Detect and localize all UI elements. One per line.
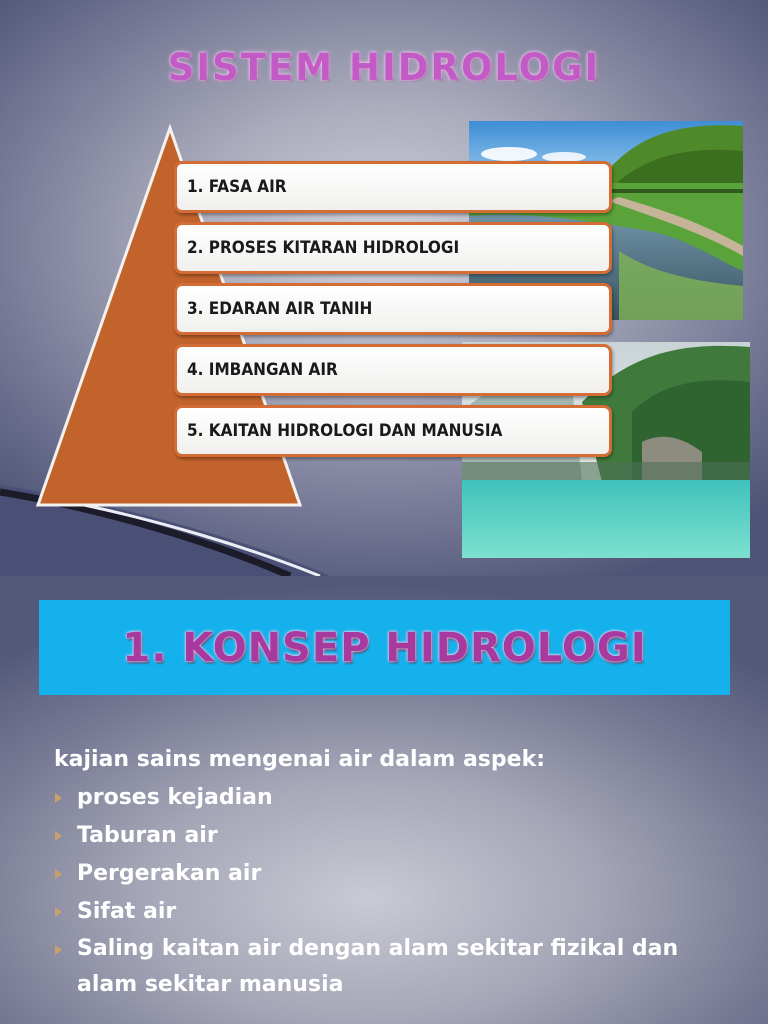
topic-item-4: 4. IMBANGAN AIR (174, 344, 612, 396)
topic-list (174, 161, 612, 466)
bullet-arrow-icon (55, 831, 62, 841)
bullet-arrow-icon (55, 907, 62, 917)
bullet-item-1: proses kejadian (54, 779, 744, 817)
bullet-arrow-icon (55, 945, 62, 955)
topic-item-1: 1. FASA AIR (174, 161, 612, 213)
aspect-list (54, 779, 744, 1003)
bullet-item-5: Saling kaitan air dengan alam sekitar fizikal dan alam sekitar manusia (54, 931, 744, 1003)
slide-title: 1. KONSEP HIDROLOGI (122, 624, 647, 671)
slide-title: SISTEM HIDROLOGI (167, 46, 601, 89)
concept-content (54, 741, 744, 1003)
slide-konsep-hidrologi (0, 576, 768, 1024)
bullet-item-2: Taburan air (54, 817, 744, 855)
intro-text: kajian sains mengenai air dalam aspek: (54, 747, 546, 772)
bullet-item-4: Sifat air (54, 893, 744, 931)
bullet-item-3: Pergerakan air (54, 855, 744, 893)
title-banner (39, 600, 730, 695)
topic-item-5: 5. KAITAN HIDROLOGI DAN MANUSIA (174, 405, 612, 457)
topic-item-2: 2. PROSES KITARAN HIDROLOGI (174, 222, 612, 274)
bullet-arrow-icon (55, 869, 62, 879)
topic-item-3: 3. EDARAN AIR TANIH (174, 283, 612, 335)
bullet-arrow-icon (55, 793, 62, 803)
